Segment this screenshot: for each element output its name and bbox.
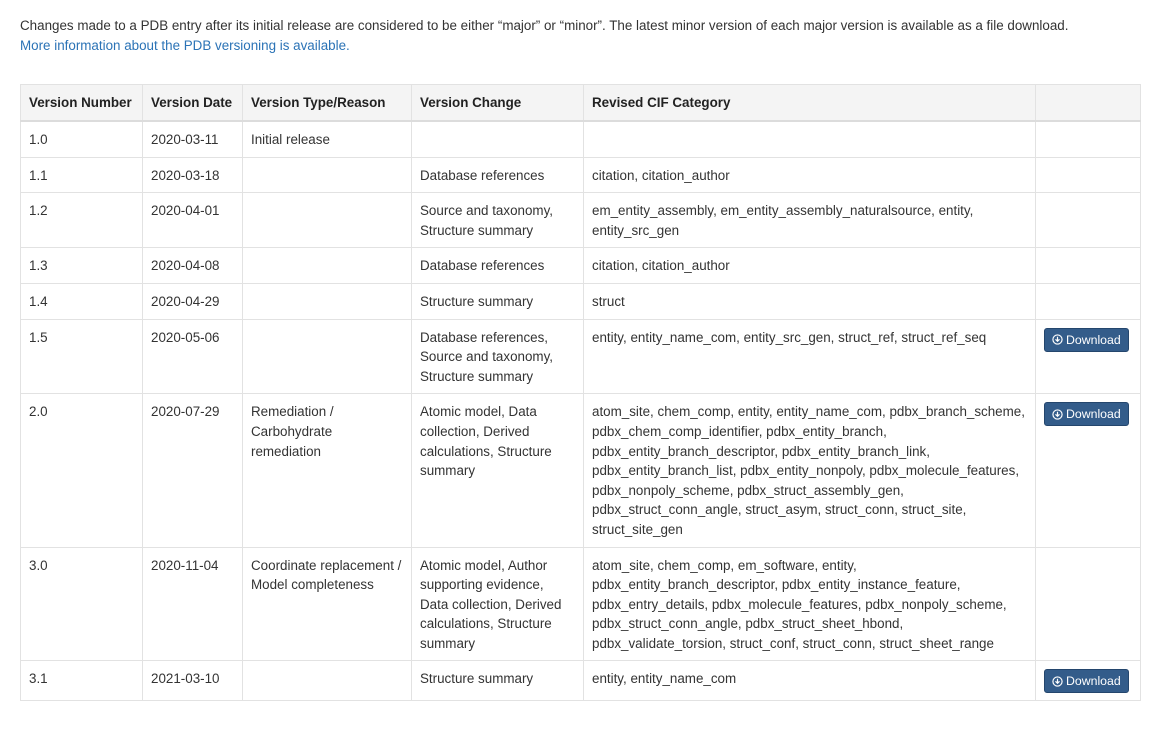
version-number-cell: 3.0 (21, 547, 143, 661)
version-change-cell: Structure summary (412, 283, 584, 319)
version-change-cell: Database references (412, 248, 584, 284)
revised-cif-cell: atom_site, chem_comp, entity, entity_name_com, pdbx_branch_scheme, pdbx_chem_comp_identifier, pdbx_entity_branch, pdbx_entity_branch_descriptor, pdbx_entity_branch_link, pdbx_entity_branch_list, pdbx_entity_nonpoly, pdbx_molecule_features, pdbx_nonpoly_scheme, pdbx_struct_assembly_gen, pdbx_struct_conn_angle, struct_asym, struct_conn, struct_site, struct_site_gen (584, 394, 1036, 547)
revised-cif-cell: citation, citation_author (584, 157, 1036, 193)
table-row (21, 394, 1141, 547)
revised-cif-cell: entity, entity_name_com (584, 661, 1036, 701)
download-cell (1036, 394, 1141, 547)
version-reason-cell (243, 193, 412, 248)
header-version-date: Version Date (143, 85, 243, 122)
header-revised-cif: Revised CIF Category (584, 85, 1036, 122)
version-reason-cell (243, 319, 412, 394)
revised-cif-cell (584, 121, 1036, 157)
header-download (1036, 85, 1141, 122)
version-number-cell: 1.5 (21, 319, 143, 394)
version-number-cell: 3.1 (21, 661, 143, 701)
download-label: Download (1066, 674, 1121, 689)
version-change-cell: Database references, Source and taxonomy, Structure summary (412, 319, 584, 394)
header-version-type: Version Type/Reason (243, 85, 412, 122)
intro-text: Changes made to a PDB entry after its initial release are considered to be either “major” or “minor”. The latest minor version of each major version is available as a file download. (20, 18, 1069, 33)
header-version-number: Version Number (21, 85, 143, 122)
download-button[interactable] (1044, 402, 1129, 426)
revised-cif-cell: em_entity_assembly, em_entity_assembly_naturalsource, entity, entity_src_gen (584, 193, 1036, 248)
version-number-cell: 1.1 (21, 157, 143, 193)
table-row (21, 661, 1141, 701)
version-change-cell (412, 121, 584, 157)
version-change-cell: Database references (412, 157, 584, 193)
version-date-cell: 2020-04-29 (143, 283, 243, 319)
version-date-cell: 2020-11-04 (143, 547, 243, 661)
version-reason-cell: Initial release (243, 121, 412, 157)
download-circle-icon (1052, 334, 1063, 345)
download-button[interactable] (1044, 328, 1129, 352)
download-cell (1036, 283, 1141, 319)
version-change-cell: Source and taxonomy, Structure summary (412, 193, 584, 248)
download-label: Download (1066, 407, 1121, 422)
version-date-cell: 2020-05-06 (143, 319, 243, 394)
version-date-cell: 2020-07-29 (143, 394, 243, 547)
intro-paragraph (20, 16, 1160, 56)
download-cell (1036, 547, 1141, 661)
version-number-cell: 1.2 (21, 193, 143, 248)
version-number-cell: 2.0 (21, 394, 143, 547)
version-reason-cell: Coordinate replacement / Model completeness (243, 547, 412, 661)
version-date-cell: 2020-03-11 (143, 121, 243, 157)
version-history-table (20, 84, 1141, 701)
version-reason-cell (243, 283, 412, 319)
version-date-cell: 2021-03-10 (143, 661, 243, 701)
version-reason-cell: Remediation / Carbohydrate remediation (243, 394, 412, 547)
version-reason-cell (243, 661, 412, 701)
version-date-cell: 2020-04-08 (143, 248, 243, 284)
header-version-change: Version Change (412, 85, 584, 122)
version-change-cell: Structure summary (412, 661, 584, 701)
table-row (21, 157, 1141, 193)
version-change-cell: Atomic model, Author supporting evidence, Data collection, Derived calculations, Structure summary (412, 547, 584, 661)
version-change-cell: Atomic model, Data collection, Derived calculations, Structure summary (412, 394, 584, 547)
download-circle-icon (1052, 676, 1063, 687)
download-circle-icon (1052, 409, 1063, 420)
table-row (21, 283, 1141, 319)
revised-cif-cell: entity, entity_name_com, entity_src_gen, struct_ref, struct_ref_seq (584, 319, 1036, 394)
version-reason-cell (243, 157, 412, 193)
table-row (21, 547, 1141, 661)
revised-cif-cell: atom_site, chem_comp, em_software, entity, pdbx_entity_branch_descriptor, pdbx_entity_instance_feature, pdbx_entry_details, pdbx_molecule_features, pdbx_nonpoly_scheme, pdbx_struct_conn_angle, pdbx_struct_sheet_hbond, pdbx_validate_torsion, struct_conf, struct_conn, struct_sheet_range (584, 547, 1036, 661)
version-number-cell: 1.4 (21, 283, 143, 319)
download-cell (1036, 248, 1141, 284)
table-header-row (21, 85, 1141, 122)
version-date-cell: 2020-04-01 (143, 193, 243, 248)
table-row (21, 121, 1141, 157)
table-row (21, 193, 1141, 248)
table-row (21, 248, 1141, 284)
revised-cif-cell: citation, citation_author (584, 248, 1036, 284)
download-cell (1036, 193, 1141, 248)
download-cell (1036, 661, 1141, 701)
download-label: Download (1066, 332, 1121, 347)
version-number-cell: 1.3 (21, 248, 143, 284)
download-button[interactable] (1044, 669, 1129, 693)
version-date-cell: 2020-03-18 (143, 157, 243, 193)
version-number-cell: 1.0 (21, 121, 143, 157)
version-reason-cell (243, 248, 412, 284)
download-cell (1036, 157, 1141, 193)
versioning-info-link[interactable]: More information about the PDB versioning is available. (20, 38, 350, 53)
download-cell (1036, 319, 1141, 394)
table-row (21, 319, 1141, 394)
revised-cif-cell: struct (584, 283, 1036, 319)
download-cell (1036, 121, 1141, 157)
